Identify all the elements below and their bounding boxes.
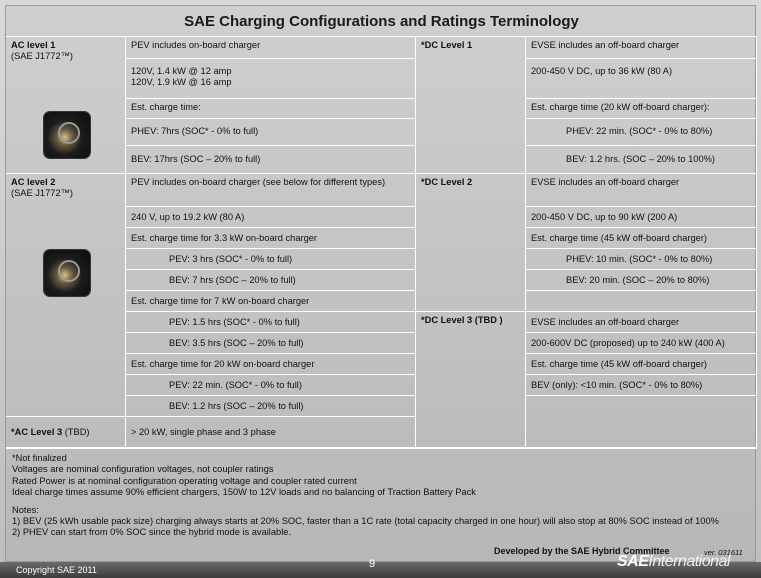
dc-level-1-label: *DC Level 1 [416, 37, 526, 174]
note-phev: 2) PHEV can start from 0% SOC since the hybrid mode is available. [12, 527, 292, 538]
dc-level-2-label: *DC Level 2 [416, 174, 526, 312]
note-voltages: Voltages are nominal configuration voltages, not coupler ratings [12, 464, 274, 475]
page-title: SAE Charging Configurations and Ratings Terminology [6, 6, 757, 37]
notes-section [6, 448, 757, 561]
sae-international-logo: SAEInternational [617, 553, 730, 570]
ac-level-2-plug-image [44, 250, 90, 296]
version-text: ver. 031611 [704, 548, 743, 557]
dc2-row-4: PHEV: 10 min. (SOC* - 0% to 80%) [526, 249, 757, 270]
ac2-row-11: BEV: 1.2 hrs (SOC – 20% to full) [126, 396, 416, 417]
ac2-row-8: BEV: 3.5 hrs (SOC – 20% to full) [126, 333, 416, 354]
dc1-row-5: BEV: 1.2 hrs. (SOC – 20% to 100%) [526, 146, 757, 174]
ac1-row-3: Est. charge time: [126, 99, 416, 119]
ac2-row-10: PEV: 22 min. (SOC* - 0% to full) [126, 375, 416, 396]
dc3-row-1: EVSE includes an off-board charger [526, 312, 757, 333]
dc1-row-4: PHEV: 22 min. (SOC* - 0% to 80%) [526, 119, 757, 146]
ac2-row-5: BEV: 7 hrs (SOC – 20% to full) [126, 270, 416, 291]
dc1-row-3: Est. charge time (20 kW off-board charger): [526, 99, 757, 119]
note-bev: 1) BEV (25 kWh usable pack size) charging always starts at 20% SOC, faster than a 1C rate (total capacity charged in one hour) will also stop at 80% SOC instead of 100% [12, 516, 719, 527]
copyright-text: Copyright SAE 2011 [16, 565, 97, 575]
dc-level-3-label: *DC Level 3 (TBD ) [416, 312, 526, 448]
ac-level-3-label: *AC Level 3 (TBD) [6, 417, 126, 448]
ac2-row-6: Est. charge time for 7 kW on-board charger [126, 291, 416, 312]
ac2-row-3: Est. charge time for 3.3 kW on-board charger [126, 228, 416, 249]
slide [5, 5, 756, 562]
notes-heading: Notes: [12, 504, 39, 515]
ac-level-2-standard: (SAE J1772™) [11, 188, 74, 198]
dc2-row-1: EVSE includes an off-board charger [526, 174, 757, 207]
ac-level-1-plug-image [44, 112, 90, 158]
dc2-row-2: 200-450 V DC, up to 90 kW (200 A) [526, 207, 757, 228]
page-number: 9 [369, 558, 376, 570]
dc3-row-4: BEV (only): <10 min. (SOC* - 0% to 80%) [526, 375, 757, 396]
ac1-row-1: PEV includes on-board charger [126, 37, 416, 59]
ac2-row-1: PEV includes on-board charger (see below for different types) [126, 174, 416, 207]
ac3-row-1: > 20 kW, single phase and 3 phase [126, 417, 416, 448]
note-rated-power: Rated Power is at nominal configuration operating voltage and coupler rated current [12, 475, 357, 486]
ac-level-1-label: AC level 1 (SAE J1772™) [6, 37, 126, 174]
dc2-row-5: BEV: 20 min. (SOC – 20% to 80%) [526, 270, 757, 291]
ac-level-1-standard: (SAE J1772™) [11, 51, 74, 61]
credit-text: Developed by the SAE Hybrid Committee [494, 546, 670, 556]
ac2-row-2: 240 V, up to 19.2 kW (80 A) [126, 207, 416, 228]
dc3-row-3: Est. charge time (45 kW off-board charger) [526, 354, 757, 375]
ac-level-2-label: AC level 2 (SAE J1772™) [6, 174, 126, 417]
dc1-row-2: 200-450 V DC, up to 36 kW (80 A) [526, 59, 757, 99]
dc3-row-empty [526, 396, 757, 448]
ac2-row-7: PEV: 1.5 hrs (SOC* - 0% to full) [126, 312, 416, 333]
ac1-row-5: BEV: 17hrs (SOC – 20% to full) [126, 146, 416, 174]
dc2-row-3: Est. charge time (45 kW off-board charger) [526, 228, 757, 249]
dc3-row-2: 200-600V DC (proposed) up to 240 kW (400 A) [526, 333, 757, 354]
ac2-row-9: Est. charge time for 20 kW on-board charger [126, 354, 416, 375]
note-not-finalized: *Not finalized [12, 453, 67, 463]
ac1-row-2: 120V, 1.4 kW @ 12 amp 120V, 1.9 kW @ 16 amp [126, 59, 416, 99]
dc2-row-empty [526, 291, 757, 312]
dc1-row-1: EVSE includes an off-board charger [526, 37, 757, 59]
ac2-row-4: PEV: 3 hrs (SOC* - 0% to full) [126, 249, 416, 270]
ac1-row-4: PHEV: 7hrs (SOC* - 0% to full) [126, 119, 416, 146]
note-ideal-charge: Ideal charge times assume 90% efficient chargers, 150W to 12V loads and no balancing of Traction Battery Pack [12, 487, 476, 498]
